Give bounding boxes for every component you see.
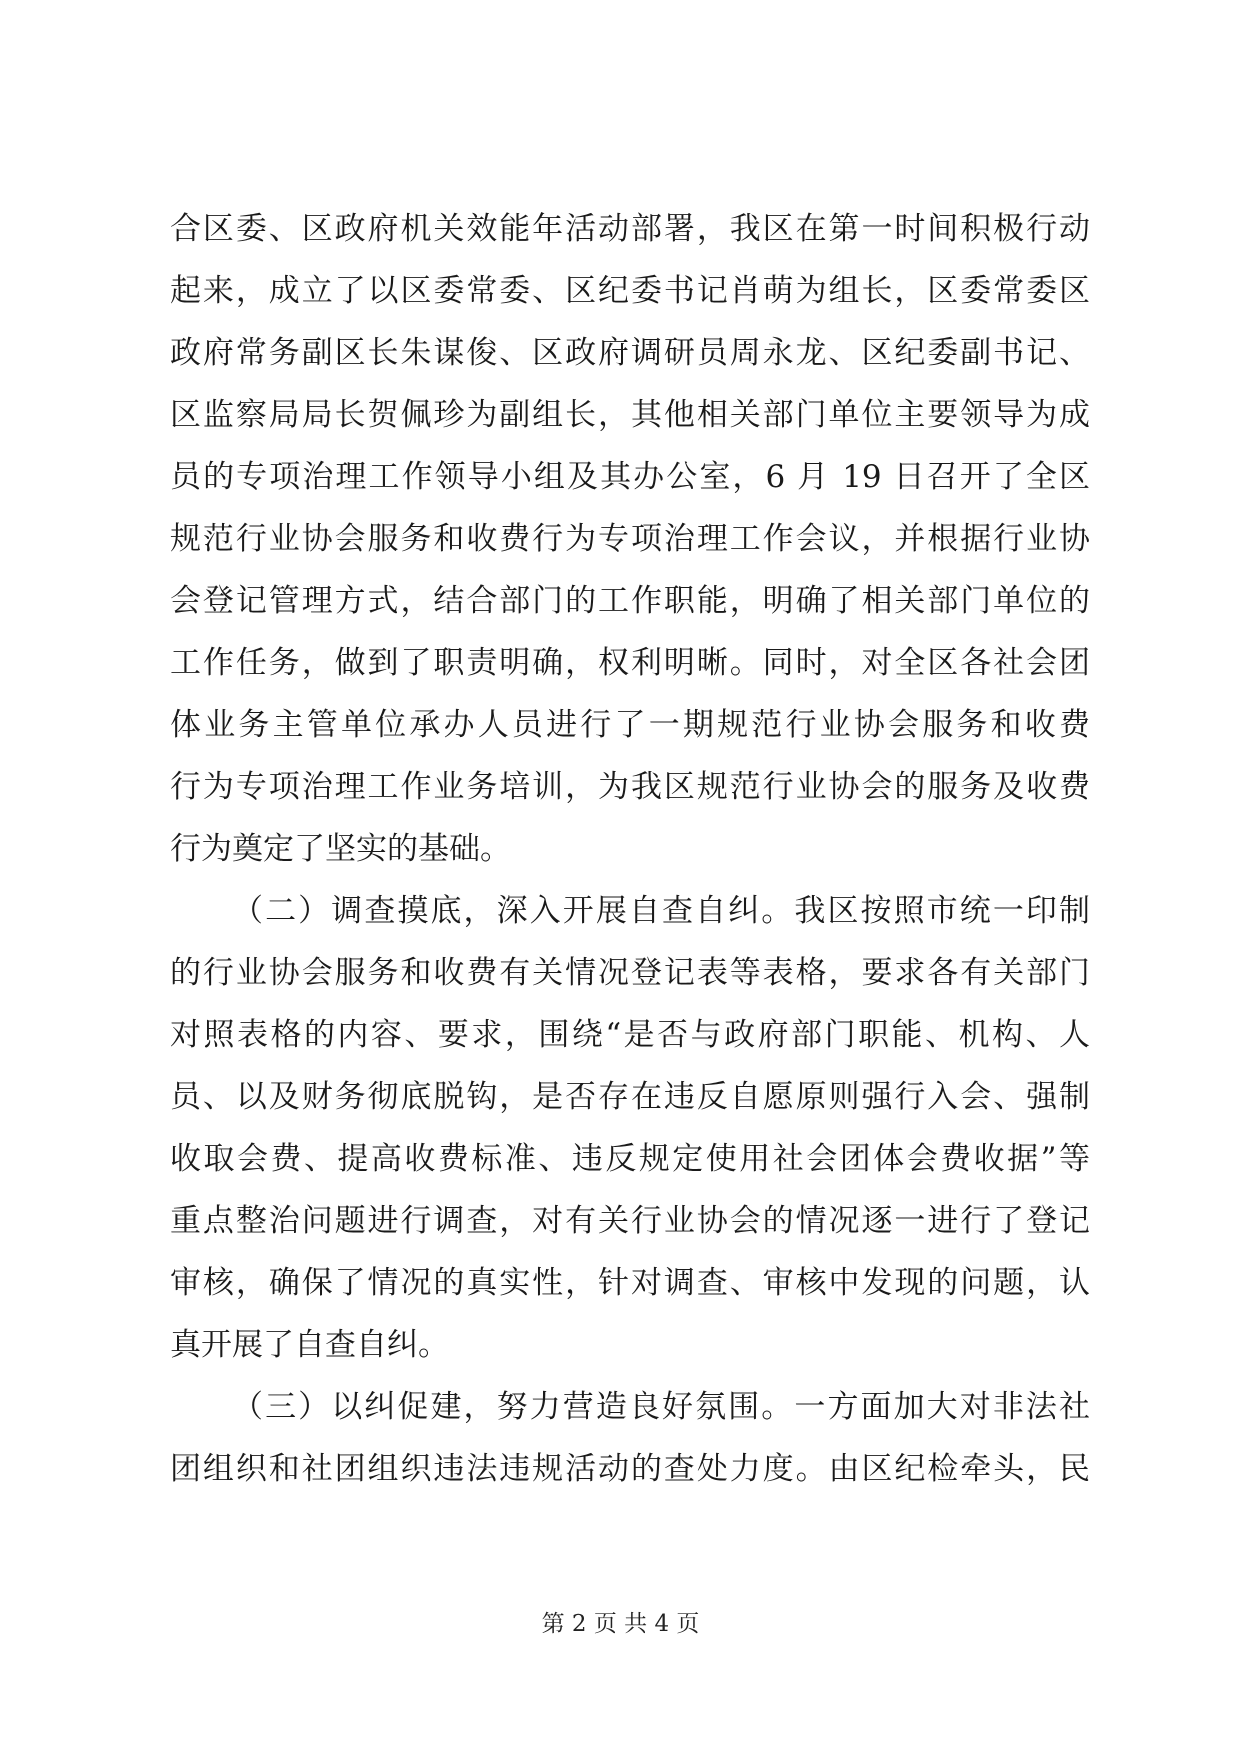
paragraph-1-line-4: 区监察局局长贺佩珍为副组长，其他相关部门单位主要领导为成: [170, 397, 1090, 433]
paragraph-2-line-2: 的行业协会服务和收费有关情况登记表等表格，要求各有关部门: [170, 955, 1090, 991]
paragraph-2-line-4: 员、以及财务彻底脱钩，是否存在违反自愿原则强行入会、强制: [170, 1079, 1090, 1115]
paragraph-2-line-3: 对照表格的内容、要求，围绕“是否与政府部门职能、机构、人: [170, 1017, 1090, 1053]
paragraph-2-line-7: 审核，确保了情况的真实性，针对调查、审核中发现的问题，认: [170, 1265, 1090, 1301]
paragraph-1-line-8: 工作任务，做到了职责明确，权利明晰。同时，对全区各社会团: [170, 645, 1090, 681]
paragraph-1-line-1: 合区委、区政府机关效能年活动部署，我区在第一时间积极行动: [170, 211, 1090, 247]
paragraph-3-line-1: （三）以纠促建，努力营造良好氛围。一方面加大对非法社: [232, 1389, 1090, 1425]
paragraph-3-line-2: 团组织和社团组织违法违规活动的查处力度。由区纪检牵头，民: [170, 1451, 1090, 1487]
paragraph-1-line-2: 起来，成立了以区委常委、区纪委书记肖萌为组长，区委常委区: [170, 273, 1090, 309]
paragraph-1-line-7: 会登记管理方式，结合部门的工作职能，明确了相关部门单位的: [170, 583, 1090, 619]
paragraph-2-line-1: （二）调查摸底，深入开展自查自纠。我区按照市统一印制: [232, 893, 1090, 929]
paragraph-1-line-10: 行为专项治理工作业务培训，为我区规范行业协会的服务及收费: [170, 769, 1090, 805]
paragraph-2-line-5: 收取会费、提高收费标准、违反规定使用社会团体会费收据”等: [170, 1141, 1090, 1177]
page-number-footer: 第 2 页 共 4 页: [541, 1611, 700, 1637]
paragraph-1-line-5: 员的专项治理工作领导小组及其办公室，6 月 19 日召开了全区: [170, 459, 1090, 495]
paragraph-1-line-3: 政府常务副区长朱谋俊、区政府调研员周永龙、区纪委副书记、: [170, 335, 1090, 371]
paragraph-1-line-9: 体业务主管单位承办人员进行了一期规范行业协会服务和收费: [170, 707, 1090, 743]
paragraph-2-line-6: 重点整治问题进行调查，对有关行业协会的情况逐一进行了登记: [170, 1203, 1090, 1239]
paragraph-2-line-8: 真开展了自查自纠。: [170, 1327, 449, 1363]
paragraph-1-line-6: 规范行业协会服务和收费行为专项治理工作会议，并根据行业协: [170, 521, 1090, 557]
paragraph-1-line-11: 行为奠定了坚实的基础。: [170, 831, 511, 867]
